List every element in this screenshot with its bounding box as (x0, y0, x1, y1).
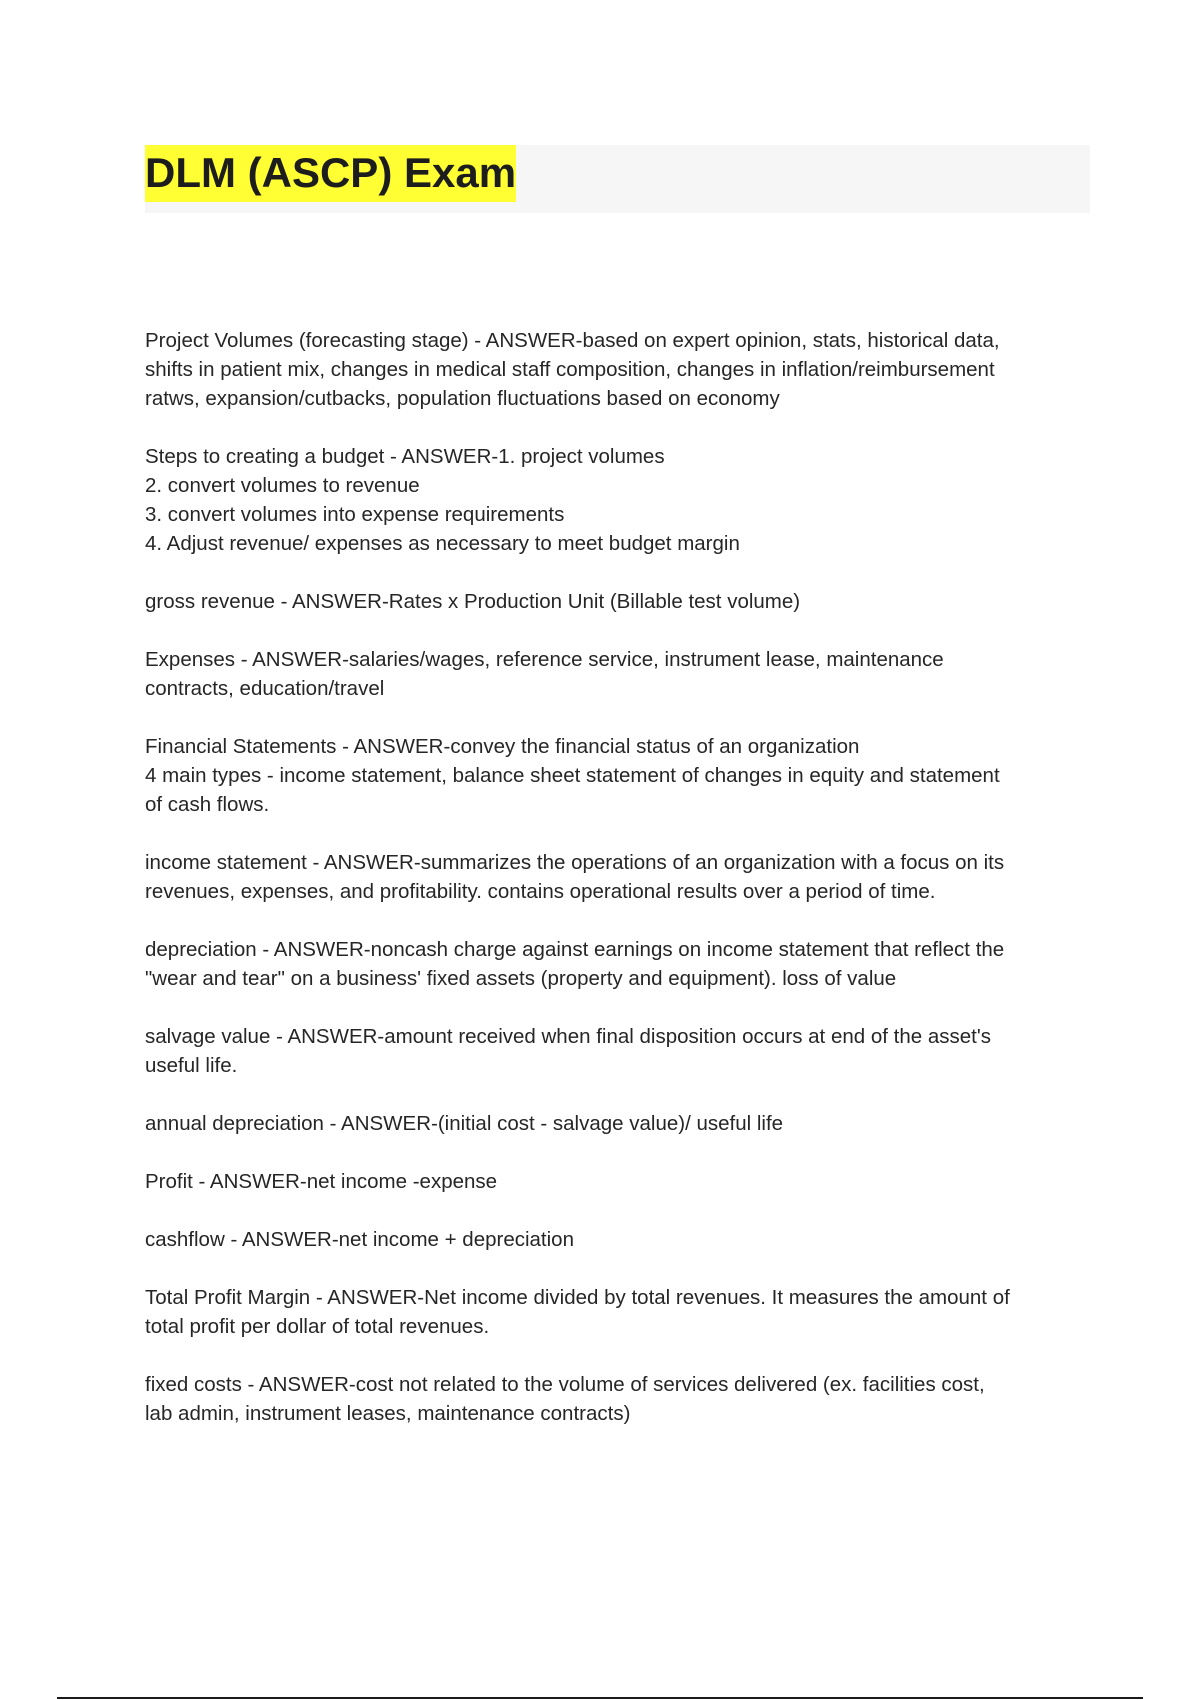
qa-line: 4 main types - income statement, balance sheet statement of changes in equity and statement (145, 764, 1000, 787)
qa-line: useful life. (145, 1054, 238, 1077)
qa-item (145, 587, 1095, 616)
qa-line: shifts in patient mix, changes in medical staff composition, changes in inflation/reimbursement (145, 358, 995, 381)
qa-item (145, 935, 1095, 993)
qa-line: gross revenue - ANSWER-Rates x Production Unit (Billable test volume) (145, 590, 801, 613)
qa-line: "wear and tear" on a business' fixed assets (property and equipment). loss of value (145, 967, 897, 990)
qa-line: contracts, education/travel (145, 677, 385, 700)
title-highlight: DLM (ASCP) Exam (145, 145, 516, 202)
qa-line: 3. convert volumes into expense requirements (145, 503, 565, 526)
qa-line: 2. convert volumes to revenue (145, 474, 420, 497)
qa-line: of cash flows. (145, 793, 270, 816)
qa-item (145, 1283, 1095, 1341)
qa-line: Steps to creating a budget - ANSWER-1. project volumes (145, 445, 665, 468)
qa-item (145, 1167, 1095, 1196)
qa-line: fixed costs - ANSWER-cost not related to the volume of services delivered (ex. facilities cost, (145, 1373, 985, 1396)
bottom-rule (57, 1697, 1143, 1699)
qa-list (145, 326, 1095, 1457)
page-title (145, 147, 516, 199)
qa-line: Expenses - ANSWER-salaries/wages, reference service, instrument lease, maintenance (145, 648, 944, 671)
qa-item (145, 1225, 1095, 1254)
qa-item (145, 326, 1095, 413)
qa-item (145, 1022, 1095, 1080)
qa-item (145, 732, 1095, 819)
qa-line: ratws, expansion/cutbacks, population fluctuations based on economy (145, 387, 780, 410)
qa-item (145, 848, 1095, 906)
qa-line: lab admin, instrument leases, maintenance contracts) (145, 1402, 631, 1425)
qa-line: cashflow - ANSWER-net income + depreciation (145, 1228, 574, 1251)
qa-line: salvage value - ANSWER-amount received when final disposition occurs at end of the asset's (145, 1025, 991, 1048)
qa-item (145, 442, 1095, 558)
qa-item (145, 1370, 1095, 1428)
qa-line: revenues, expenses, and profitability. contains operational results over a period of time. (145, 880, 936, 903)
qa-item (145, 645, 1095, 703)
qa-line: Total Profit Margin - ANSWER-Net income divided by total revenues. It measures the amount of (145, 1286, 1010, 1309)
qa-line: Profit - ANSWER-net income -expense (145, 1170, 498, 1193)
qa-line: depreciation - ANSWER-noncash charge against earnings on income statement that reflect the (145, 938, 1005, 961)
qa-line: Project Volumes (forecasting stage) - ANSWER-based on expert opinion, stats, historical data, (145, 329, 1000, 352)
qa-line: total profit per dollar of total revenues. (145, 1315, 490, 1338)
qa-line: income statement - ANSWER-summarizes the operations of an organization with a focus on its (145, 851, 1005, 874)
qa-line: Financial Statements - ANSWER-convey the financial status of an organization (145, 735, 860, 758)
qa-line: annual depreciation - ANSWER-(initial cost - salvage value)/ useful life (145, 1112, 784, 1135)
qa-line: 4. Adjust revenue/ expenses as necessary to meet budget margin (145, 532, 740, 555)
qa-item (145, 1109, 1095, 1138)
